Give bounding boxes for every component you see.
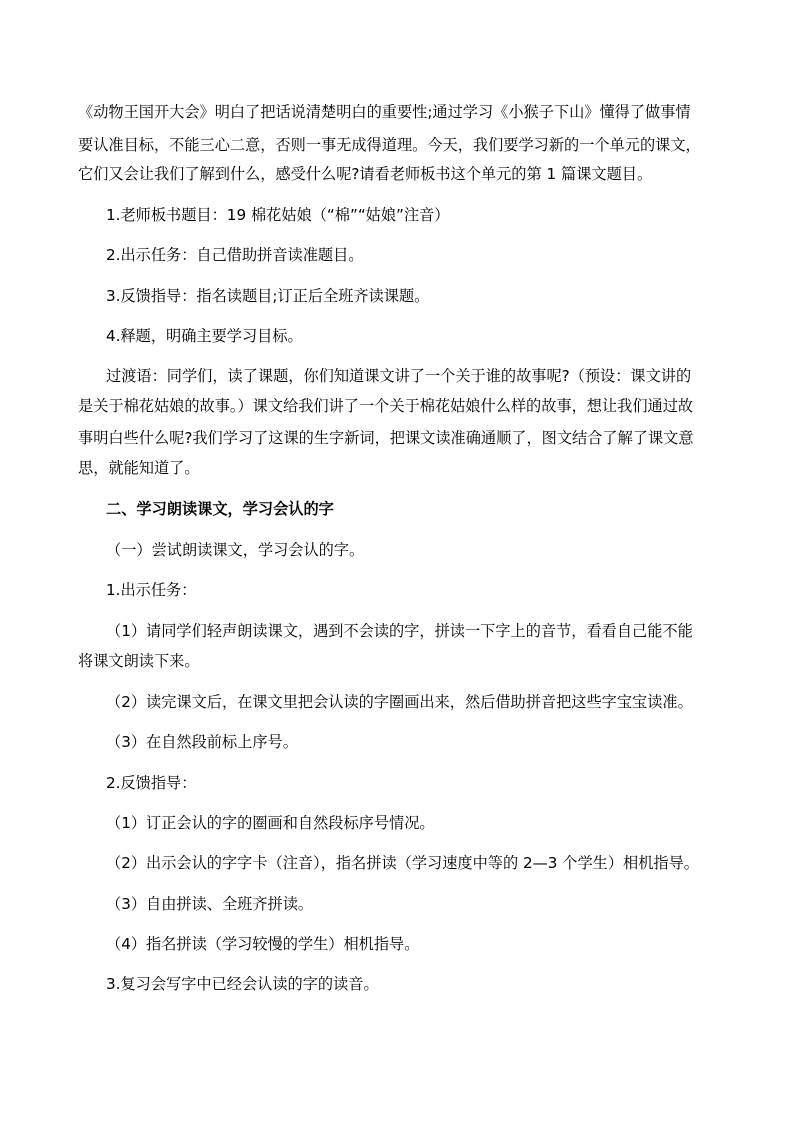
task-heading: 1.出示任务： (106, 581, 197, 599)
task-item-1-line-1: （1）请同学们轻声朗读课文，遇到不会读的字，拼读一下字上的音节，看看自己能不能 (106, 622, 693, 640)
intro-line-3: 它们又会让我们了解到什么，感受什么呢?请看老师板书这个单元的第 1 篇课文题目。 (78, 165, 653, 183)
task-item-1-line-2: 将课文朗读下来。 (78, 652, 200, 670)
section-heading: 二、学习朗读课文，学习会认的字 (106, 500, 334, 518)
intro-line-1: 《动物王国开大会》明白了把话说清楚明白的重要性;通过学习《小猴子下山》懂得了做事情 (78, 103, 691, 121)
task-item-3: （3）在自然段前标上序号。 (106, 733, 298, 751)
step-1: 1.老师板书题目：19 棉花姑娘（“棉”“姑娘”注音） (106, 206, 450, 224)
review-item: 3.复习会写字中已经会认读的字的读音。 (106, 975, 379, 993)
transition-line-2: 是关于棉花姑娘的故事。）课文给我们讲了一个关于棉花姑娘什么样的故事，想让我们通过故 (78, 397, 694, 415)
task-item-2: （2）读完课文后，在课文里把会认读的字圈画出来，然后借助拼音把这些字宝宝读准。 (106, 693, 693, 711)
feedback-item-1: （1）订正会认的字的圈画和自然段标序号情况。 (106, 814, 435, 832)
transition-line-4: 思，就能知道了。 (78, 459, 200, 477)
transition-line-1: 过渡语：同学们，读了课题，你们知道课文讲了一个关于谁的故事呢?（预设：课文讲的 (106, 367, 692, 385)
transition-line-3: 事明白些什么呢?我们学习了这课的生字新词，把课文读准确通顺了，图文结合了解了课文意 (78, 429, 694, 447)
feedback-item-4: （4）指名拼读（学习较慢的学生）相机指导。 (106, 935, 420, 953)
subsection-heading: （一）尝试朗读课文，学习会认的字。 (106, 541, 365, 559)
feedback-item-3: （3）自由拼读、全班齐拼读。 (106, 895, 314, 913)
step-2: 2.出示任务：自己借助拼音读准题目。 (106, 246, 364, 264)
feedback-heading: 2.反馈指导： (106, 774, 197, 792)
step-3: 3.反馈指导：指名读题目;订正后全班齐读课题。 (106, 287, 430, 305)
step-4: 4.释题，明确主要学习目标。 (106, 327, 303, 345)
intro-line-2: 要认准目标，不能三心二意，否则一事无成得道理。今天，我们要学习新的一个单元的课文， (78, 136, 701, 154)
feedback-item-2: （2）出示会认的字字卡（注音），指名拼读（学习速度中等的 2—3 个学生）相机指导。 (106, 854, 699, 872)
